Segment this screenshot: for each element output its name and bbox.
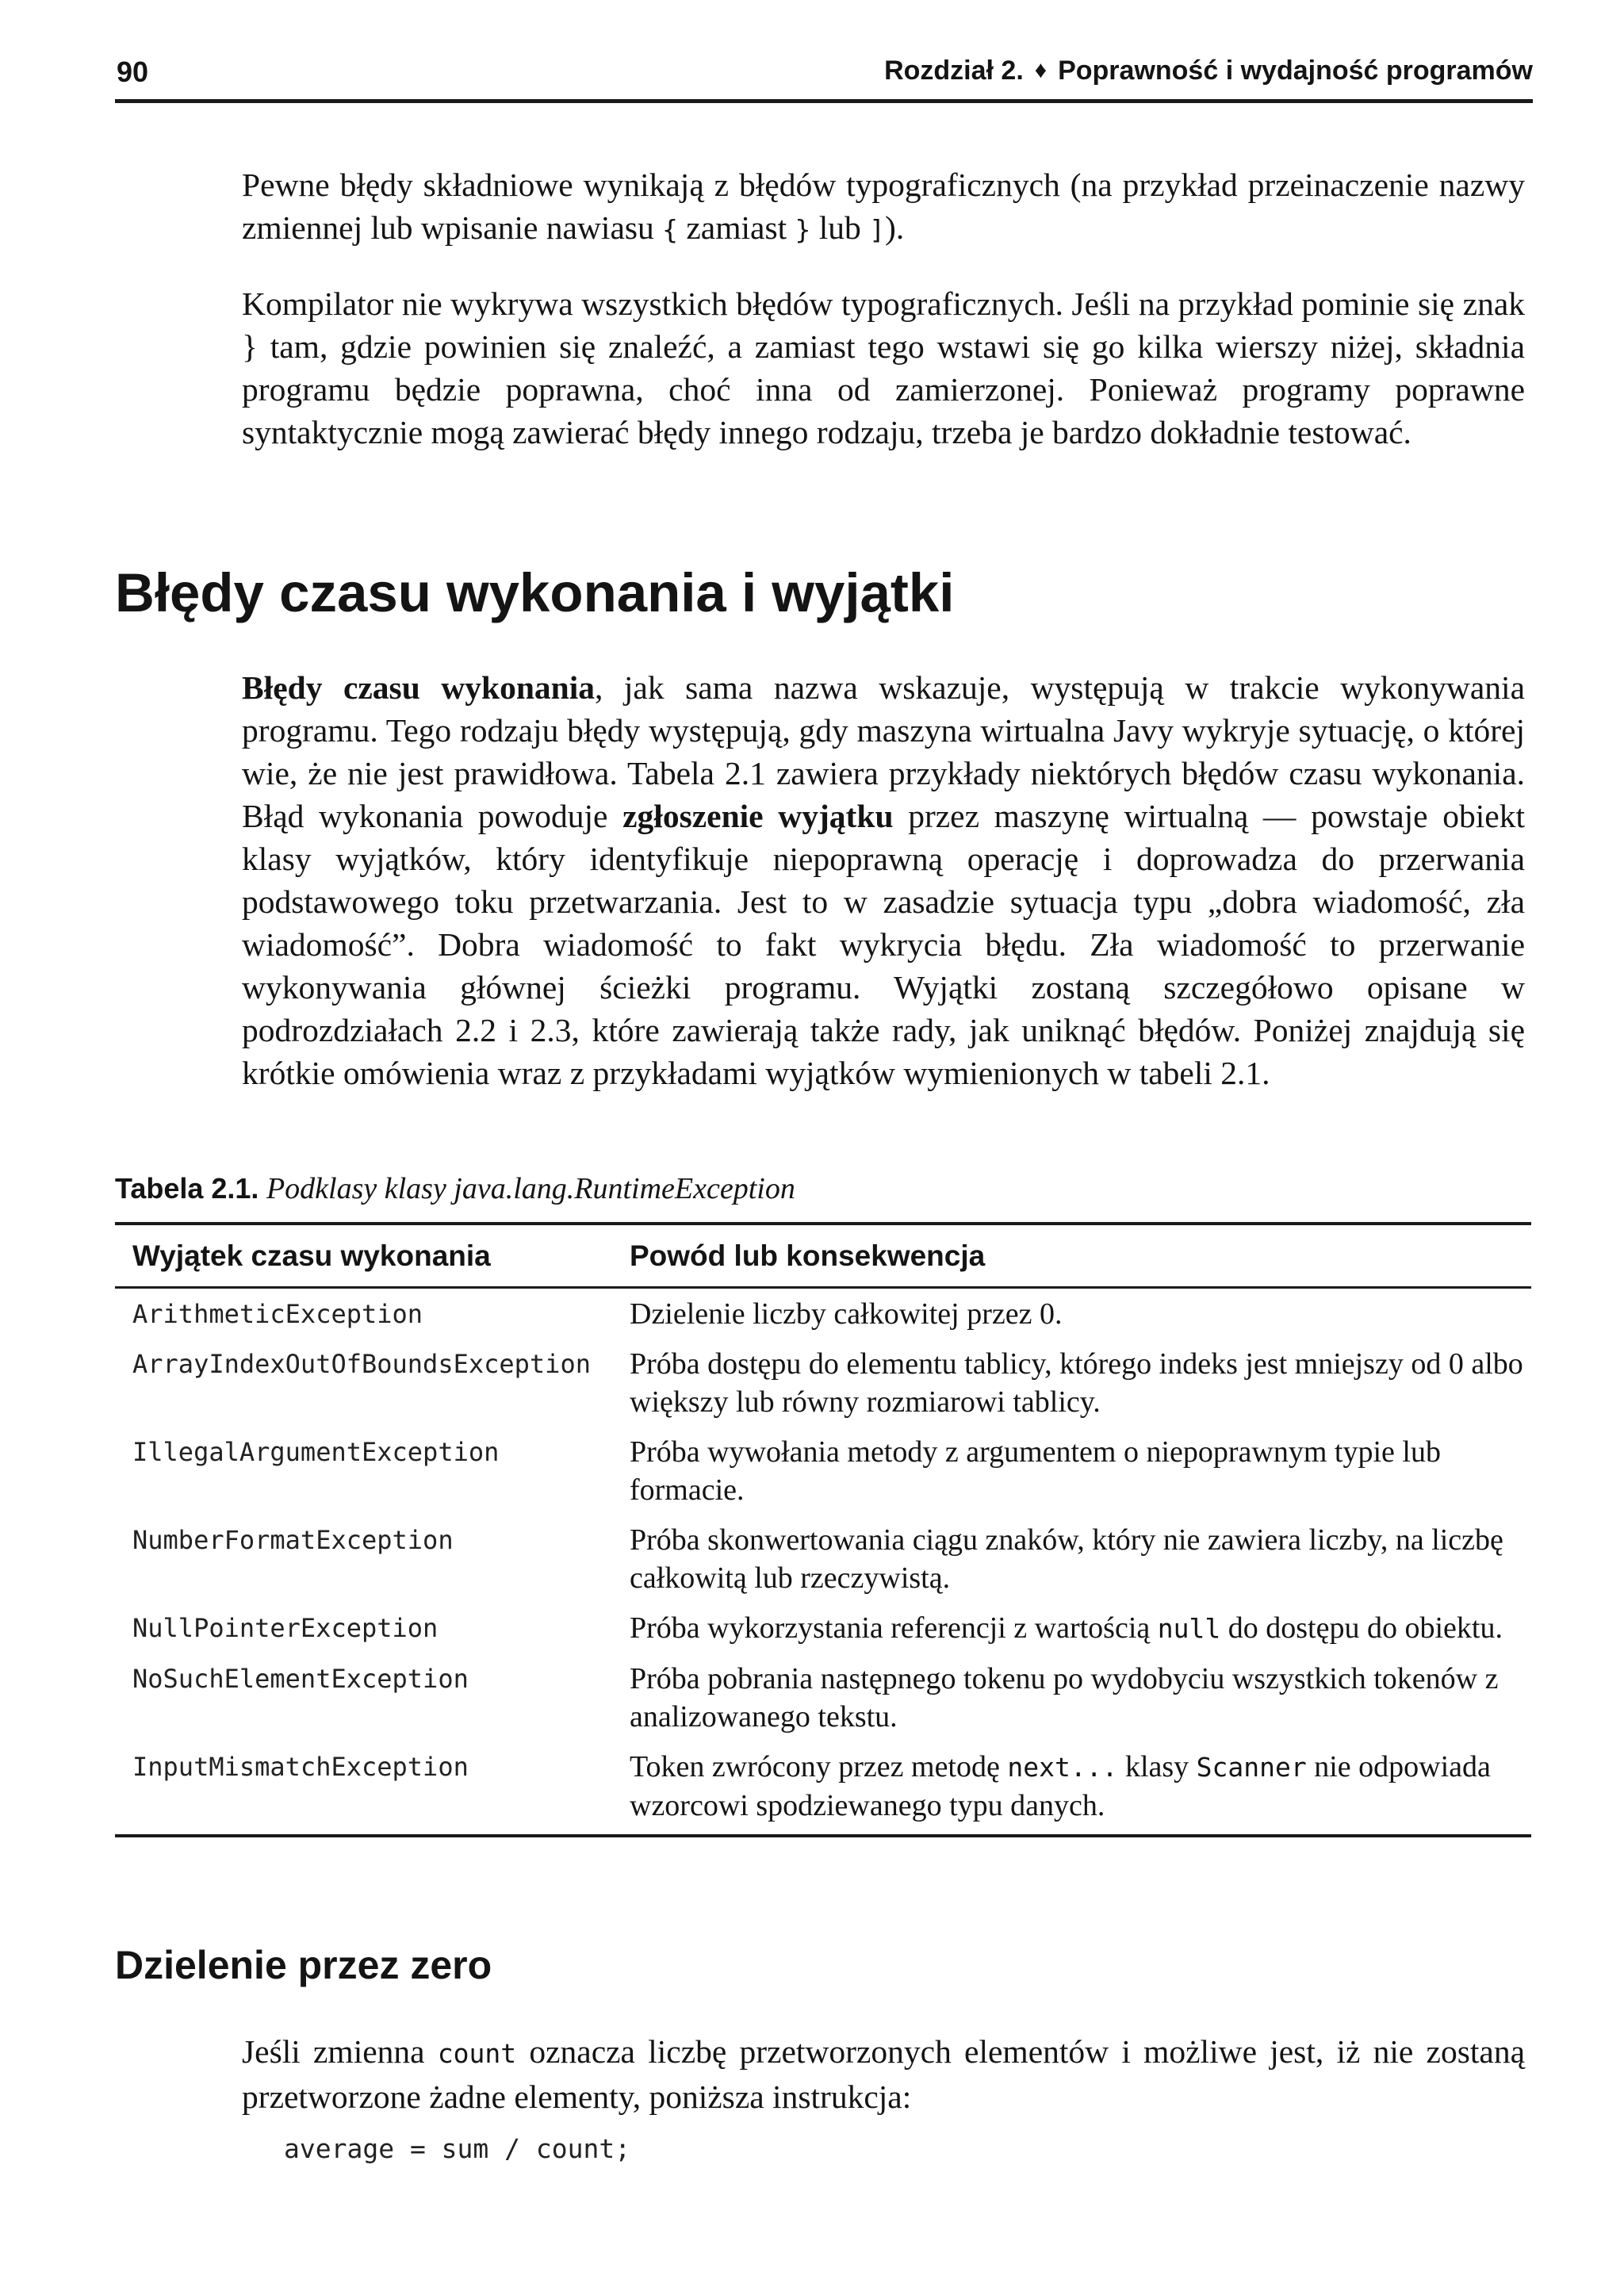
exception-reason — [622, 1288, 1531, 1339]
code-brace-close: } — [795, 214, 811, 245]
bold-term: Błędy czasu wykonania — [242, 669, 596, 706]
text-run: Token zwrócony przez metodę — [630, 1750, 1008, 1783]
chapter-title: Poprawność i wydajność programów — [1058, 56, 1533, 86]
code-count: count — [437, 2038, 517, 2069]
text-run: oznacza liczbę przetworzonych elementów i możliwe jest, iż nie zostaną przetworzone żadne elementy, poniższa instrukcja: — [242, 2033, 1525, 2115]
code-next: next... — [1007, 1752, 1118, 1783]
text-run: przez maszynę wirtualną — powstaje obiekt klasy wyjątków, który identyfikuje niepoprawną operację i doprowadza do przerwania podstawowego toku przetwarzania. Jest to w zasadzie sytuacja typu „dobra wiadomość, zła wiadomość”. Dobra wiadomość to fakt wykrycia błędu. Zła wiadomość to przerwanie wykonywania głównej ścieżki programu. Wyjątki zostaną szczegółowo opisane w podrozdziałach 2.2 i 2.3, które zawierają także rady, jak uniknąć błędów. Poniżej znajdują się krótkie omówienia wraz z przykładami wyjątków wymienionych w tabeli 2.1. — [242, 798, 1525, 1091]
column-header-exception: Wyjątek czasu wykonania — [115, 1224, 622, 1288]
text-run: Próba pobrania następnego tokenu po wydobyciu wszystkich tokenów z analizowanego tekstu. — [630, 1662, 1499, 1734]
text-run: klasy — [1117, 1750, 1197, 1783]
intro-paragraph-1 — [242, 163, 1525, 251]
code-brace-open: { — [662, 214, 679, 245]
code-scanner: Scanner — [1196, 1752, 1307, 1783]
table-row — [115, 1339, 1531, 1427]
exception-name: ArithmeticException — [132, 1299, 423, 1329]
exception-name: InputMismatchException — [115, 1741, 622, 1836]
table-row — [115, 1288, 1531, 1339]
exception-reason — [622, 1653, 1531, 1741]
running-head — [884, 56, 1533, 86]
text-run: Jeśli zmienna — [242, 2033, 438, 2070]
table-caption-text: Podklasy klasy java.lang.RuntimeException — [266, 1172, 795, 1205]
exception-name: NumberFormatException — [132, 1525, 454, 1555]
text-run: , jak sama nazwa wskazuje, występują w trakcie wykonywania programu. Tego rodzaju błędy występują, gdy maszyna wirtualna Javy wykryje sytuację, o której wie, że nie jest prawidłowa. Tabela 2.1 zawiera przykłady niektórych błędów czasu wykonania. Błąd wykonania powoduje — [242, 669, 1525, 834]
exception-name: NullPointerException — [132, 1613, 439, 1643]
bold-term: zgłoszenie wyjątku — [622, 798, 894, 834]
exceptions-table — [115, 1222, 1531, 1837]
chapter-label: Rozdział 2. — [884, 56, 1024, 86]
intro-paragraph-2: Kompilator nie wykrywa wszystkich błędów typograficznych. Jeśli na przykład pominie się znak } tam, gdzie powinien się znaleźć, a zamiast tego wstawi się go kilka wierszy niżej, składnia programu będzie poprawna, choć inna od zamierzonej. Ponieważ programy poprawne syntaktycznie mogą zawierać błędy innego rodzaju, trzeba je bardzo dokładnie testować. — [242, 285, 1525, 450]
exception-name: IllegalArgumentException — [132, 1437, 500, 1467]
text-run: nie odpowiada wzorcowi spodziewanego typu danych. — [630, 1750, 1491, 1822]
table-row — [115, 1653, 1531, 1741]
text-run: Pewne błędy składniowe wynikają z błędów typograficznych (na przykład przeinaczenie nazwy zmiennej lub wpisanie nawiasu — [242, 167, 1525, 246]
diamond-icon: ♦ — [1034, 57, 1048, 83]
section-title: Błędy czasu wykonania i wyjątki — [115, 562, 955, 623]
table-row — [115, 1741, 1531, 1836]
table-row — [115, 1427, 1531, 1515]
text-run: Próba wywołania metody z argumentem o niepoprawnym typie lub formacie. — [630, 1435, 1441, 1507]
exception-reason — [622, 1339, 1531, 1427]
table-row — [115, 1515, 1531, 1603]
table-caption-label: Tabela 2.1. — [115, 1172, 259, 1205]
text-run: Dzielenie liczby całkowitej przez 0. — [630, 1297, 1063, 1331]
subsection-title: Dzielenie przez zero — [115, 1943, 492, 1987]
subsection-paragraph — [242, 2030, 1525, 2118]
text-run: Próba wykorzystania referencji z wartością — [630, 1611, 1158, 1645]
page-number: 90 — [117, 56, 149, 88]
page-header — [115, 48, 1533, 103]
column-header-reason: Powód lub konsekwencja — [622, 1224, 1531, 1288]
exception-reason — [622, 1603, 1531, 1653]
text-run: do dostępu do obiektu. — [1220, 1611, 1503, 1645]
exception-name: NoSuchElementException — [132, 1664, 469, 1694]
exception-reason — [622, 1741, 1531, 1836]
text-run: zamiast — [678, 209, 795, 246]
exception-reason — [622, 1427, 1531, 1515]
table-header-row — [115, 1224, 1531, 1288]
text-run: ). — [885, 209, 905, 246]
table-caption — [115, 1169, 795, 1209]
code-bracket: ] — [869, 214, 886, 245]
section-paragraph — [242, 666, 1525, 1094]
text-run: lub — [810, 209, 870, 246]
code-snippet: average = sum / count; — [284, 2133, 631, 2164]
text-run: Próba skonwertowania ciągu znaków, który nie zawiera liczby, na liczbę całkowitą lub rzeczywistą. — [630, 1523, 1503, 1595]
text-run: Próba dostępu do elementu tablicy, którego indeks jest mniejszy od 0 albo większy lub równy rozmiarowi tablicy. — [630, 1347, 1523, 1419]
table-row — [115, 1603, 1531, 1653]
exception-name: ArrayIndexOutOfBoundsException — [132, 1349, 591, 1379]
exception-reason — [622, 1515, 1531, 1603]
code-null: null — [1157, 1613, 1221, 1644]
